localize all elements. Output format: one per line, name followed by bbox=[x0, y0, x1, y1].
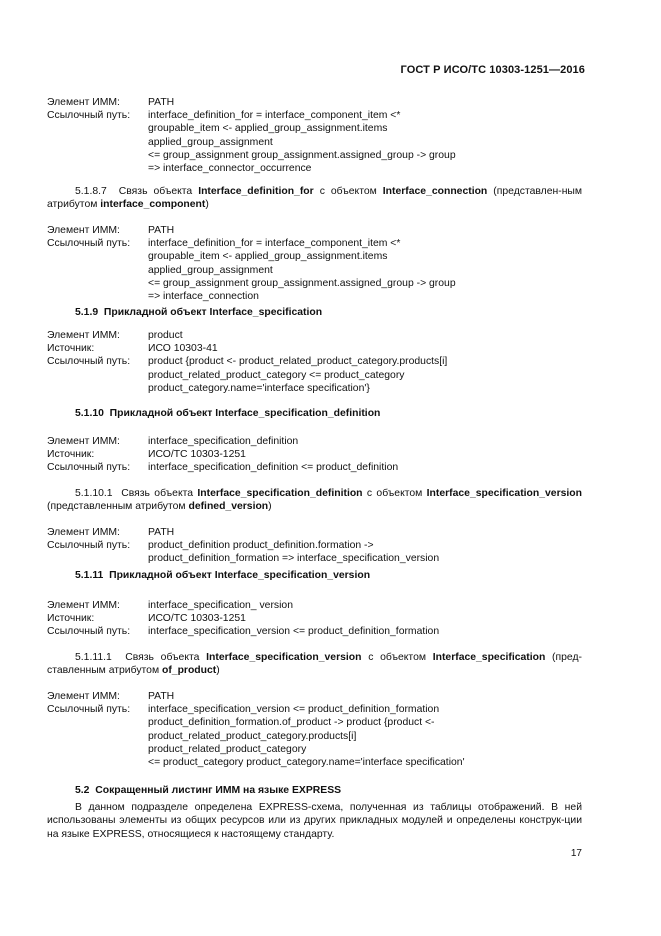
field-label bbox=[47, 136, 148, 149]
field-label bbox=[47, 730, 148, 743]
mapping-block bbox=[47, 96, 587, 175]
mapping-row bbox=[47, 539, 587, 552]
field-label: Ссылочный путь: bbox=[47, 110, 131, 122]
mapping-row bbox=[47, 599, 587, 612]
field-label bbox=[47, 716, 148, 729]
section-heading: 5.1.11 Прикладной объект Interface_specification_version bbox=[75, 570, 371, 581]
relation-paragraph: 5.1.11.1 Связь объекта Interface_specification_version с объектом Interface_specification (пред-ставленным атрибутом of_product) bbox=[47, 652, 582, 677]
mapping-row bbox=[47, 250, 587, 263]
field-value: product_definition product_definition.formation -> bbox=[148, 540, 374, 552]
mapping-row bbox=[47, 743, 587, 756]
field-label bbox=[47, 743, 148, 756]
mapping-row bbox=[47, 382, 587, 395]
mapping-row bbox=[47, 690, 587, 703]
mapping-block bbox=[47, 435, 587, 475]
mapping-row bbox=[47, 355, 587, 368]
field-label bbox=[47, 290, 148, 303]
mapping-row bbox=[47, 290, 587, 303]
field-value: ИСО/ТС 10303-1251 bbox=[148, 613, 246, 625]
mapping-row bbox=[47, 264, 587, 277]
mapping-row bbox=[47, 96, 587, 109]
field-value: interface_definition_for = interface_component_item <* bbox=[148, 110, 401, 122]
attribute-name: interface_component bbox=[100, 199, 206, 211]
field-value: PATH bbox=[148, 225, 175, 236]
relation-paragraph: 5.1.8.7 Связь объекта Interface_definition_for с объектом Interface_connection (представлен-ным атрибутом interface_component) bbox=[47, 186, 583, 211]
mapping-row bbox=[47, 435, 587, 448]
field-value: => interface_connection bbox=[148, 290, 259, 302]
mapping-row bbox=[47, 237, 587, 250]
field-label bbox=[47, 250, 148, 263]
document-header: ГОСТ Р ИСО/ТС 10303-1251—2016 bbox=[400, 64, 585, 76]
field-label bbox=[47, 382, 148, 395]
field-label: Ссылочный путь: bbox=[47, 462, 131, 474]
mapping-row bbox=[47, 448, 587, 461]
mapping-row bbox=[47, 461, 587, 474]
field-label: Элемент ИММ: bbox=[47, 225, 120, 236]
field-label bbox=[47, 264, 148, 277]
field-value: applied_group_assignment bbox=[148, 264, 273, 276]
field-label: Ссылочный путь: bbox=[47, 540, 131, 552]
field-value: groupable_item <- applied_group_assignment.items bbox=[148, 123, 388, 135]
entity-name: Interface_definition_for bbox=[198, 186, 314, 197]
clause-number: 5.1.11.1 bbox=[75, 652, 112, 663]
mapping-row bbox=[47, 136, 587, 149]
mapping-row bbox=[47, 625, 587, 638]
field-label bbox=[47, 369, 148, 382]
mapping-block bbox=[47, 329, 587, 395]
mapping-row bbox=[47, 756, 587, 769]
field-value: interface_specification_definition <= product_definition bbox=[148, 462, 399, 474]
field-label bbox=[47, 162, 148, 175]
field-value: interface_specification_definition bbox=[148, 436, 299, 447]
field-value: PATH bbox=[148, 527, 175, 538]
field-label: Элемент ИММ: bbox=[47, 97, 120, 108]
mapping-row bbox=[47, 329, 587, 342]
clause-number: 5.1.8.7 bbox=[75, 186, 107, 197]
clause-number: 5.1.10.1 bbox=[75, 488, 113, 499]
mapping-row bbox=[47, 716, 587, 729]
field-value: PATH bbox=[148, 97, 175, 108]
field-value: applied_group_assignment bbox=[148, 136, 273, 148]
entity-name: Interface_connection bbox=[382, 186, 488, 197]
field-value: product_related_product_category.products[i] bbox=[148, 730, 357, 742]
mapping-row bbox=[47, 277, 587, 290]
page-number: 17 bbox=[570, 848, 582, 859]
field-value: interface_specification_version <= product_definition_formation bbox=[148, 704, 440, 716]
section-heading: 5.1.9 Прикладной объект Interface_specification bbox=[75, 307, 323, 318]
mapping-block bbox=[47, 224, 587, 303]
field-value: PATH bbox=[148, 691, 175, 702]
field-label: Элемент ИММ: bbox=[47, 691, 120, 702]
field-value: interface_specification_ version bbox=[148, 600, 293, 611]
entity-name: Interface_specification bbox=[432, 652, 546, 663]
field-label: Источник: bbox=[47, 613, 95, 625]
mapping-row bbox=[47, 109, 587, 122]
mapping-block bbox=[47, 526, 587, 566]
field-value: ИСО 10303-41 bbox=[148, 343, 218, 355]
mapping-row bbox=[47, 526, 587, 539]
mapping-row bbox=[47, 730, 587, 743]
mapping-block bbox=[47, 690, 587, 769]
field-value: product_related_product_category <= product_category bbox=[148, 369, 405, 381]
mapping-row bbox=[47, 162, 587, 175]
field-label bbox=[47, 277, 148, 290]
entity-name: Interface_specification_version bbox=[206, 652, 362, 663]
field-value: ИСО/ТС 10303-1251 bbox=[148, 449, 246, 461]
entity-name: Interface_specification_version bbox=[426, 488, 582, 499]
field-value: interface_specification_version <= product_definition_formation bbox=[148, 626, 440, 638]
body-paragraph: В данном подразделе определена EXPRESS-схема, полученная из таблицы отображений. В ней использованы элементы из общих ресурсов или из других прикладных модулей и определены конструк-ции на языке EXPRESS, относящиеся к настоящему стандарту. bbox=[47, 802, 582, 840]
section-heading: 5.1.10 Прикладной объект Interface_specification_definition bbox=[75, 408, 381, 419]
field-value: product_definition_formation => interface_specification_version bbox=[148, 553, 440, 565]
field-value: product_definition_formation.of_product -> product {product <- bbox=[148, 717, 435, 729]
field-value: groupable_item <- applied_group_assignment.items bbox=[148, 251, 388, 263]
field-label: Ссылочный путь: bbox=[47, 356, 131, 368]
field-label bbox=[47, 552, 148, 565]
mapping-row bbox=[47, 149, 587, 162]
mapping-row bbox=[47, 122, 587, 135]
field-value: <= group_assignment group_assignment.assigned_group -> group bbox=[148, 149, 456, 161]
field-label: Элемент ИММ: bbox=[47, 436, 120, 447]
field-label: Элемент ИММ: bbox=[47, 600, 120, 611]
mapping-row bbox=[47, 224, 587, 237]
relation-paragraph: 5.1.10.1 Связь объекта Interface_specification_definition с объектом Interface_specification_version (представленным атрибутом defined_version) bbox=[47, 488, 582, 513]
entity-name: Interface_specification_definition bbox=[197, 488, 363, 499]
field-value: interface_definition_for = interface_component_item <* bbox=[148, 238, 401, 250]
section-heading: 5.2 Сокращенный листинг ИММ на языке EXPRESS bbox=[75, 785, 342, 796]
mapping-row bbox=[47, 342, 587, 355]
field-label: Ссылочный путь: bbox=[47, 238, 131, 250]
field-value: product_category.name='interface specification'} bbox=[148, 382, 370, 394]
field-label: Источник: bbox=[47, 343, 95, 355]
field-value: <= product_category product_category.name='interface specification' bbox=[148, 756, 465, 768]
field-value: product_related_product_category bbox=[148, 743, 307, 755]
field-value: product bbox=[148, 330, 183, 341]
field-label bbox=[47, 149, 148, 162]
mapping-row bbox=[47, 552, 587, 565]
attribute-name: defined_version bbox=[188, 501, 269, 513]
mapping-block bbox=[47, 599, 587, 639]
field-label: Элемент ИММ: bbox=[47, 330, 120, 341]
field-label bbox=[47, 122, 148, 135]
attribute-name: of_product bbox=[161, 665, 217, 677]
field-label bbox=[47, 756, 148, 769]
field-value: product {product <- product_related_product_category.products[i] bbox=[148, 356, 448, 368]
mapping-row bbox=[47, 369, 587, 382]
mapping-row bbox=[47, 612, 587, 625]
field-label: Ссылочный путь: bbox=[47, 704, 131, 716]
mapping-row bbox=[47, 703, 587, 716]
field-label: Ссылочный путь: bbox=[47, 626, 131, 638]
field-label: Источник: bbox=[47, 449, 95, 461]
field-label: Элемент ИММ: bbox=[47, 527, 120, 538]
field-value: => interface_connector_occurrence bbox=[148, 162, 312, 174]
field-value: <= group_assignment group_assignment.assigned_group -> group bbox=[148, 277, 456, 289]
